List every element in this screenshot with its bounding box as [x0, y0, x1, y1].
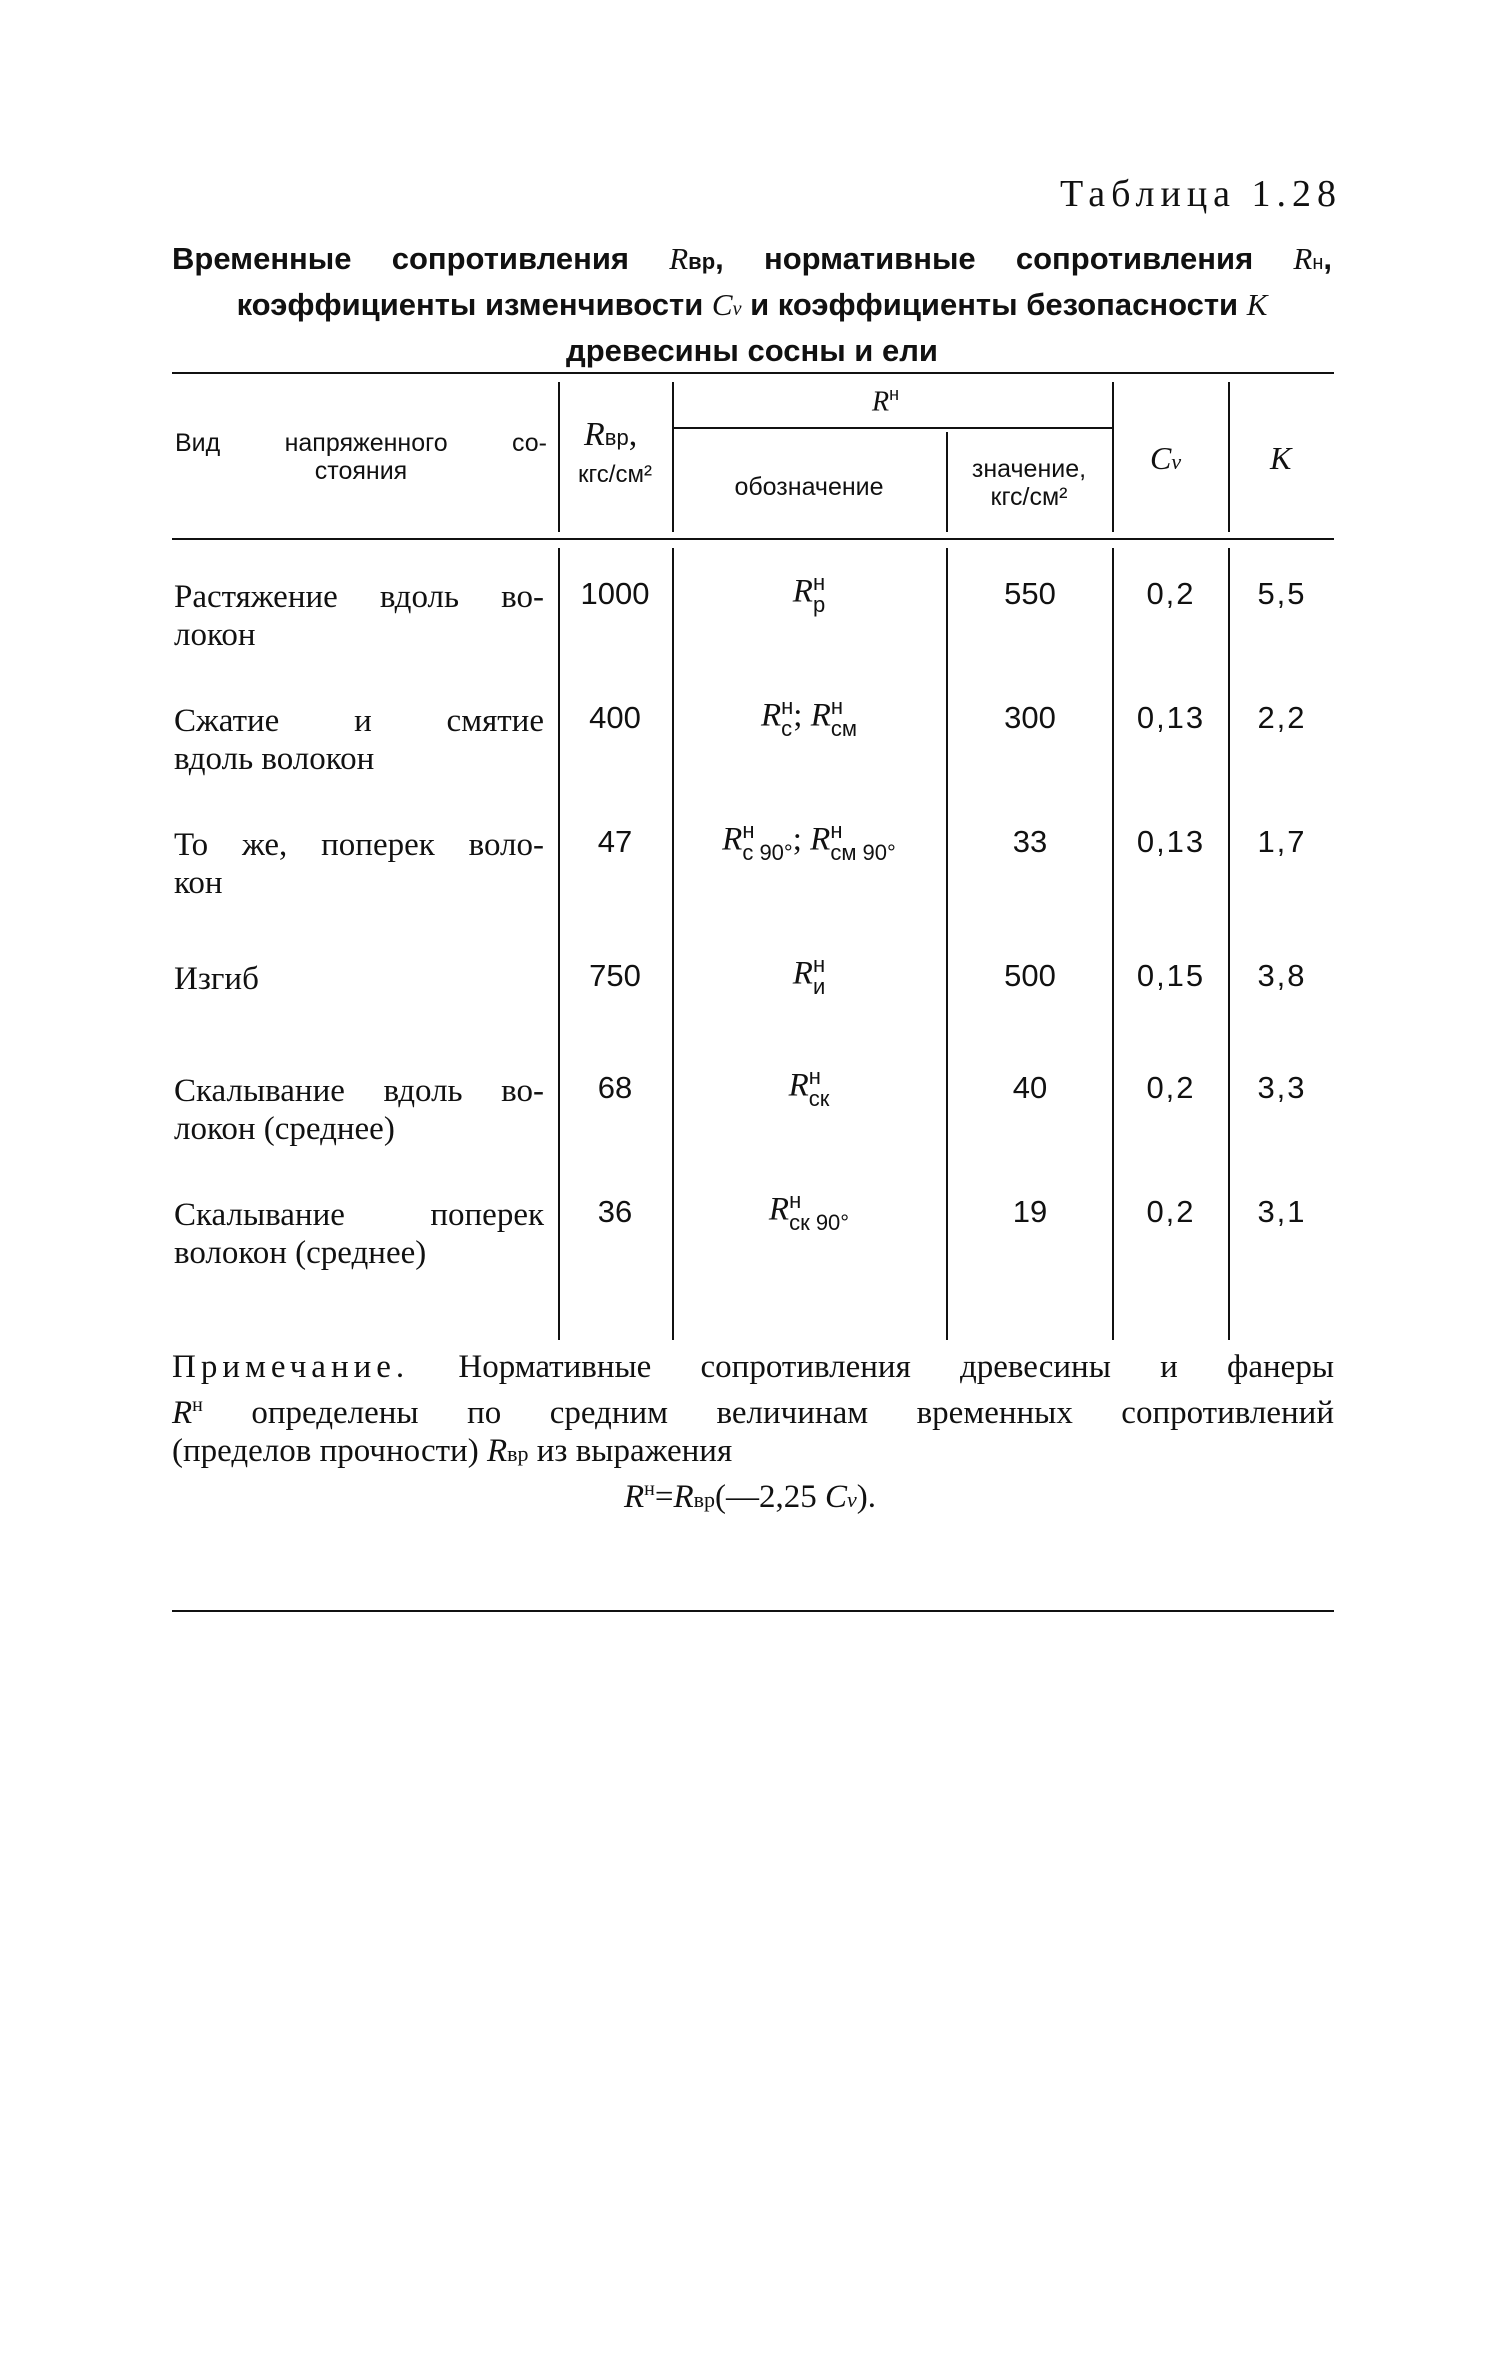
caption-subscript: v — [732, 298, 742, 320]
row-cv-value: 0,2 — [1146, 1070, 1196, 1105]
caption-symbol: C — [711, 287, 733, 322]
caption-text: , нормативные сопротивления — [715, 241, 1254, 276]
table-caption — [172, 238, 1332, 371]
row-rvr-value: 47 — [597, 824, 633, 859]
page-bottom-rule — [172, 1610, 1334, 1612]
row-k-value: 1,7 — [1257, 824, 1307, 859]
table-top-rule — [172, 372, 1334, 374]
row-k-value: 5,5 — [1257, 576, 1307, 611]
row-designation: R н ск — [788, 1064, 830, 1111]
note-label: Примечание. — [172, 1349, 410, 1385]
header-k-symbol: K — [1270, 440, 1292, 476]
caption-line-2 — [172, 284, 1332, 330]
note-formula: $R^н=Rвр(—2,25$ Cv). — [623, 1478, 877, 1515]
row-rn-value: 33 — [1012, 824, 1048, 859]
row-designation: R н р — [792, 570, 826, 617]
caption-line-3: древесины сосны и ели — [566, 333, 938, 368]
col-divider-4 — [1112, 382, 1114, 532]
row-kind-line-2: вдоль волокон — [174, 741, 375, 777]
row-rn-value: 300 — [1004, 700, 1056, 735]
row-rn-value: 500 — [1004, 958, 1056, 993]
row-kind-line-1: Скалывание поперек — [174, 1197, 544, 1233]
header-value-line-1: значение, — [971, 455, 1087, 483]
caption-line-1: Временные сопротивления Rвр, нормативные сопротивления Rн, — [172, 241, 1333, 276]
row-k-value: 3,1 — [1257, 1194, 1307, 1229]
col-divider-1 — [558, 382, 560, 532]
row-rvr-value: 750 — [589, 958, 641, 993]
row-k-value: 2,2 — [1257, 700, 1307, 735]
note-line-1 — [172, 1348, 1334, 1386]
note-text: Нормативные сопротивления древесины и фанеры — [458, 1349, 1334, 1385]
row-designation: R н ск 90° — [768, 1188, 850, 1235]
col-divider-2 — [672, 382, 674, 532]
row-kind-line-1: Скалывание вдоль во- — [174, 1073, 544, 1109]
note-superscript: н — [192, 1394, 203, 1416]
header-rn-symbol: $R^н$ — [872, 384, 900, 418]
row-k-value: 3,3 — [1257, 1070, 1307, 1105]
row-designation: R н и — [792, 952, 826, 999]
row-cv-value: 0,2 — [1146, 576, 1196, 611]
header-value-line-2: кгс/см² — [990, 483, 1068, 511]
caption-text: коэффициенты изменчивости — [236, 287, 704, 322]
row-rn-value: 19 — [1012, 1194, 1048, 1229]
note-line-2 — [172, 1386, 1334, 1432]
row-kind-line-1: Изгиб — [174, 961, 259, 997]
row-kind-line-1: Растяжение вдоль во- — [174, 579, 544, 615]
header-rvr-symbol: Rвр, — [584, 416, 638, 453]
row-rn-value: 550 — [1004, 576, 1056, 611]
row-cv-value: 0,13 — [1136, 824, 1206, 859]
note-symbol: R — [172, 1395, 193, 1431]
row-cv-value: 0,2 — [1146, 1194, 1196, 1229]
caption-subscript: вр — [688, 249, 716, 274]
header-rvr-unit: кгс/см² — [578, 461, 652, 488]
note-line-3 — [172, 1432, 1334, 1473]
header-bottom-rule — [172, 538, 1334, 540]
row-rvr-value: 400 — [589, 700, 641, 735]
note-text: определены по средним величинам временных сопротивлений — [251, 1395, 1334, 1431]
row-kind-line-2: волокон (среднее) — [174, 1235, 427, 1271]
table-number: Таблица 1.28 — [1060, 173, 1343, 215]
row-kind-line-1: То же, поперек воло- — [174, 827, 544, 863]
row-kind-line-2: локон (среднее) — [174, 1111, 395, 1147]
row-rvr-value: 36 — [597, 1194, 633, 1229]
note-symbol: R — [486, 1433, 508, 1469]
table-note — [172, 1348, 1334, 1473]
caption-symbol: K — [1246, 287, 1268, 322]
caption-text: Временные сопротивления — [172, 241, 629, 276]
header-cv-symbol: Cv — [1150, 440, 1182, 476]
row-rvr-value: 1000 — [580, 576, 650, 611]
header-designation: обозначение — [734, 473, 884, 501]
row-rn-value: 40 — [1012, 1070, 1048, 1105]
note-text: из выражения — [536, 1433, 733, 1469]
caption-subscript: н — [1312, 252, 1324, 274]
header-kind-line-1: Вид напряженного со- — [175, 429, 547, 457]
col-divider-5 — [1228, 382, 1230, 532]
rn-group-rule — [672, 427, 1112, 429]
row-cv-value: 0,15 — [1136, 958, 1206, 993]
note-subscript: вр — [507, 1441, 529, 1466]
caption-symbol: R — [1293, 241, 1313, 276]
row-cv-value: 0,13 — [1136, 700, 1206, 735]
row-k-value: 3,8 — [1257, 958, 1307, 993]
note-text: (пределов прочности) — [172, 1433, 479, 1469]
header-kind-line-2: стояния — [314, 457, 408, 485]
row-kind-line-1: Сжатие и смятие — [174, 703, 544, 739]
row-kind-line-2: кон — [174, 865, 223, 901]
row-designation: R н с 90° ; R н см 90° — [722, 818, 896, 865]
row-kind-line-2: локон — [174, 617, 256, 653]
caption-text: и коэффициенты безопасности — [750, 287, 1239, 322]
row-designation: R н с ; R н см — [760, 694, 858, 741]
row-rvr-value: 68 — [597, 1070, 633, 1105]
caption-symbol: R — [669, 241, 689, 276]
